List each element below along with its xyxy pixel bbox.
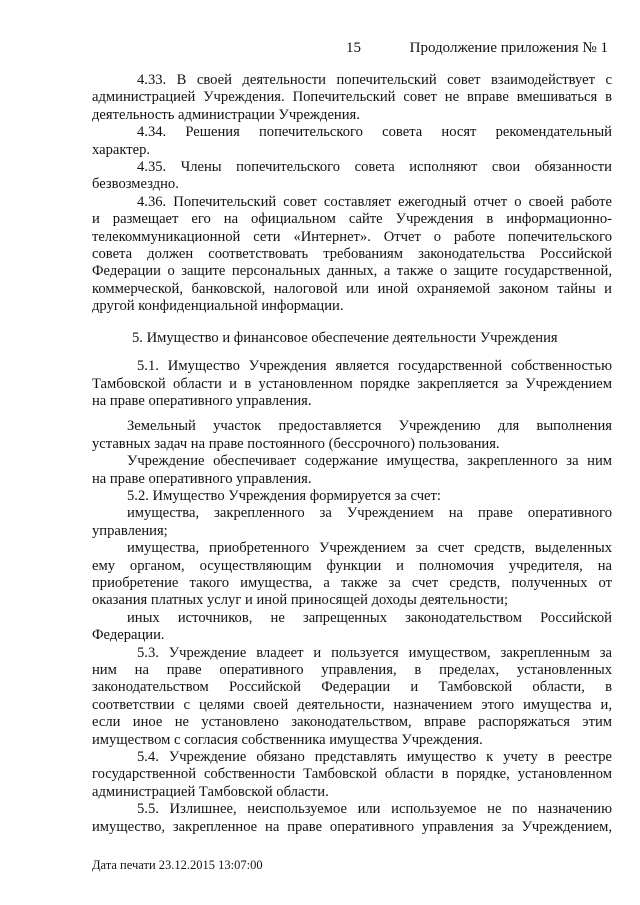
paragraph-5-5-line-1: 5.5. Излишнее, неиспользуемое или используемое не по назначению <box>137 801 612 818</box>
paragraph-5-5-line-2: имущество, закрепленное на праве оперативного управления за Учреждением, <box>92 818 612 835</box>
page-number: 15 <box>346 40 361 56</box>
paragraph-5-2b-line-4: оказания платных услуг и иной приносящей доходы деятельности; <box>92 592 509 609</box>
paragraph-5-3-line-5: если иное не установлено законодательством, вправе распоряжаться этим <box>92 714 612 731</box>
section-5-title: 5. Имущество и финансовое обеспечение деятельности Учреждения <box>132 329 558 346</box>
paragraph-maintenance-line-2: на праве оперативного управления. <box>92 470 312 487</box>
paragraph-5-3-line-6: имуществом с согласия собственника имущества Учреждения. <box>92 731 483 748</box>
paragraph-5-2a-line-2: управления; <box>92 522 168 539</box>
paragraph-4-35-line-2: безвозмездно. <box>92 176 179 193</box>
paragraph-5-1-line-2: Тамбовской области и в установленном порядке закрепляется за Учреждением <box>92 375 612 392</box>
paragraph-5-3-line-3: законодательством Российской Федерации и Тамбовской области, в <box>92 679 612 696</box>
page-header <box>0 40 640 60</box>
paragraph-5-2c-line-1: иных источников, не запрещенных законодательством Российской <box>127 609 612 626</box>
paragraph-5-4-line-2: государственной собственности Тамбовской области в порядке, установленном <box>92 766 612 783</box>
paragraph-5-2c-line-2: Федерации. <box>92 627 165 644</box>
paragraph-4-36-line-5: Федерации о защите персональных данных, а также о защите государственной, <box>92 263 612 280</box>
paragraph-5-2b-line-3: приобретение такого имущества, а также за счет средств, полученных от <box>92 574 612 591</box>
paragraph-5-3-line-1: 5.3. Учреждение владеет и пользуется имуществом, закрепленным за <box>137 644 612 661</box>
paragraph-4-33-line-3: деятельность администрации Учреждения. <box>92 106 360 123</box>
paragraph-5-2b-line-2: ему органом, осуществляющим функции и полномочия учредителя, на <box>92 557 612 574</box>
paragraph-5-1-line-3: на праве оперативного управления. <box>92 392 312 409</box>
paragraph-4-36-line-2: и размещает его на официальном сайте Учреждения в информационно- <box>92 211 612 228</box>
document-body <box>92 72 612 836</box>
paragraph-4-36-line-6: коммерческой, банковской, налоговой или иной охраняемой законом тайны и <box>92 280 612 297</box>
paragraph-4-34-line-2: характер. <box>92 141 151 158</box>
paragraph-4-33-line-1: 4.33. В своей деятельности попечительский совет взаимодействует с <box>137 72 612 88</box>
appendix-continuation-label: Продолжение приложения № 1 <box>409 40 608 56</box>
paragraph-5-2b-line-1: имущества, приобретенного Учреждением за счет средств, выделенных <box>127 540 612 557</box>
print-date-footer: Дата печати 23.12.2015 13:07:00 <box>92 858 263 872</box>
paragraph-4-36-line-3: телекоммуникационной сети «Интернет». Отчет о работе попечительского <box>92 228 612 245</box>
paragraph-4-35-line-1: 4.35. Члены попечительского совета исполняют свои обязанности <box>137 159 612 176</box>
paragraph-4-34-line-1: 4.34. Решения попечительского совета носят рекомендательный <box>137 124 612 141</box>
paragraph-5-2-line-1: 5.2. Имущество Учреждения формируется за счет: <box>127 487 441 504</box>
paragraph-land-line-2: уставных задач на праве постоянного (бессрочного) пользования. <box>92 435 500 452</box>
paragraph-5-3-line-4: соответствии с целями своей деятельности, назначением этого имущества и, <box>92 696 612 713</box>
paragraph-4-36-line-4: совета должен соответствовать требованиям законодательства Российской <box>92 246 612 263</box>
paragraph-4-36-line-1: 4.36. Попечительский совет составляет ежегодный отчет о своей работе <box>137 193 612 210</box>
paragraph-5-1-line-1: 5.1. Имущество Учреждения является государственной собственностью <box>137 358 612 375</box>
paragraph-maintenance-line-1: Учреждение обеспечивает содержание имущества, закрепленного за ним <box>127 453 612 470</box>
paragraph-5-4-line-3: администрацией Тамбовской области. <box>92 783 329 800</box>
paragraph-5-4-line-1: 5.4. Учреждение обязано представлять имущество к учету в реестре <box>137 749 612 766</box>
paragraph-land-line-1: Земельный участок предоставляется Учреждению для выполнения <box>127 418 612 435</box>
paragraph-5-3-line-2: ним на праве оперативного управления, в пределах, установленных <box>92 662 612 678</box>
paragraph-4-36-line-7: другой конфиденциальной информации. <box>92 298 344 315</box>
paragraph-4-33-line-2: администрацией Учреждения. Попечительский совет не вправе вмешиваться в <box>92 89 612 106</box>
paragraph-5-2a-line-1: имущества, закрепленного за Учреждением на праве оперативного <box>127 505 612 522</box>
